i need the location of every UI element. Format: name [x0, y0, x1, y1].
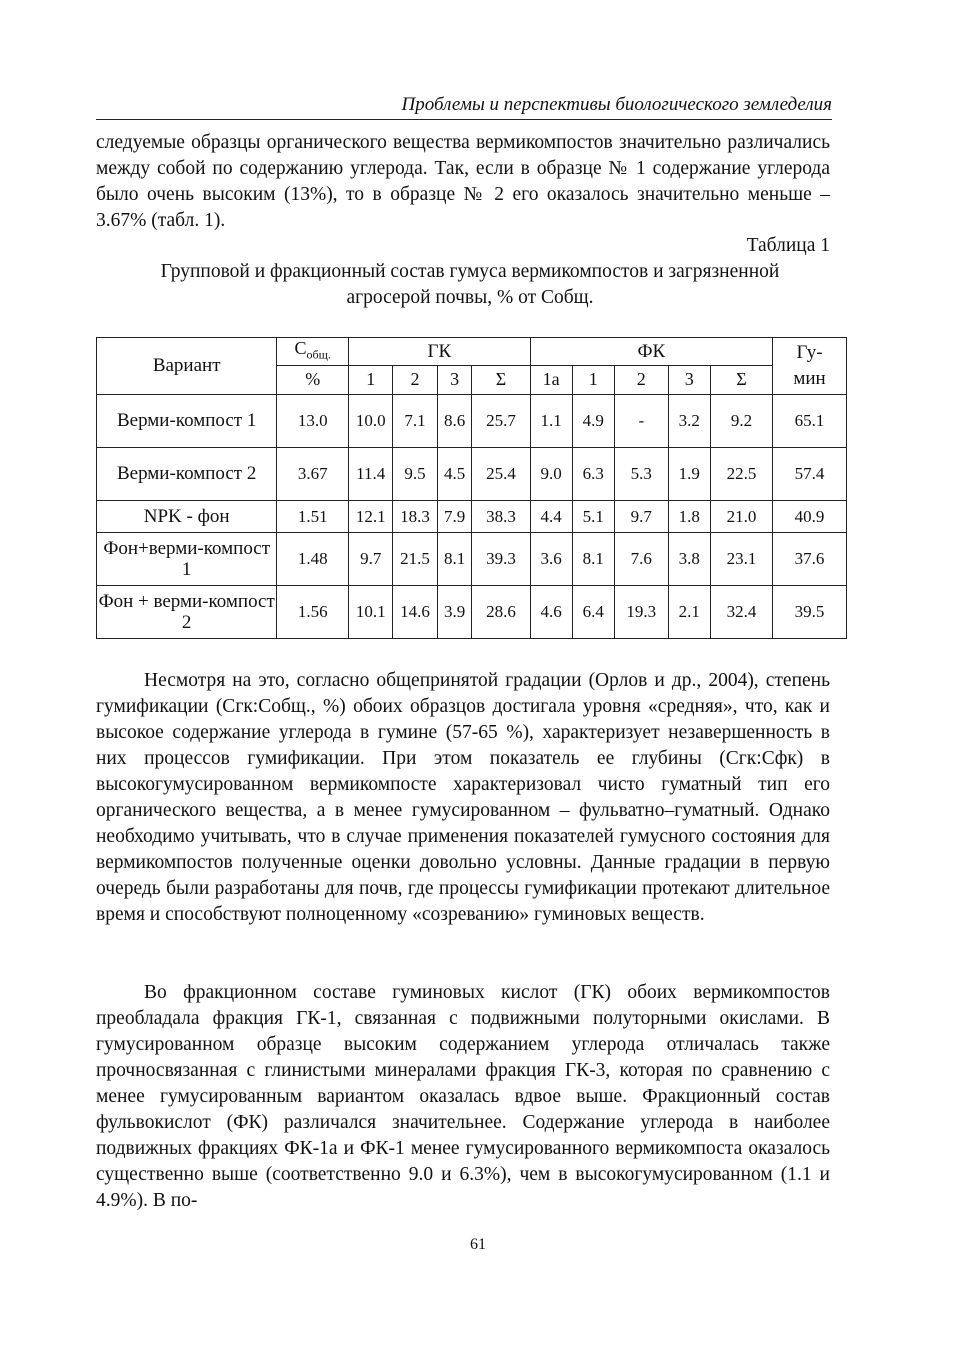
- cell-fk: 5.3: [614, 447, 668, 500]
- cell-fk: 3.2: [668, 394, 710, 447]
- cell-gk: 21.5: [393, 532, 437, 585]
- header-gk-col: Σ: [472, 365, 530, 394]
- cell-fk: 4.6: [530, 585, 572, 638]
- cell-gk: 4.5: [437, 447, 472, 500]
- cell-gk: 25.7: [472, 394, 530, 447]
- row-variant: NPK - фон: [97, 500, 277, 532]
- cell-c: 1.56: [277, 585, 349, 638]
- cell-fk: 1.9: [668, 447, 710, 500]
- table-row: [97, 585, 847, 638]
- header-fk-col: 1: [572, 365, 614, 394]
- cell-gk: 38.3: [472, 500, 530, 532]
- cell-c: 13.0: [277, 394, 349, 447]
- header-c-main: С: [294, 338, 307, 358]
- body-paragraph-3: Во фракционном составе гуминовых кислот (ГК) обоих вермикомпостов преобладала фракция ГК-1, связанная с подвижными полуторными окислами. В гумусированном образце высоким содержанием углерода отличалась также прочносвязанная с глинистыми минералами фракция ГК-3, которая по сравнению с менее гумусированным вариантом оказалась вдвое выше. Фракционный состав фульвокислот (ФК) различался значительнее. Содержание углерода в наиболее подвижных фракциях ФК-1а и ФК-1 менее гумусированного вермикомпоста оказалось существенно выше (соответственно 9.0 и 6.3%), чем в высокогумусированном (1.1 и 4.9%). В по-: [96, 982, 830, 1211]
- cell-fk: 21.0: [710, 500, 772, 532]
- cell-gk: 10.0: [349, 394, 393, 447]
- cell-gk: 11.4: [349, 447, 393, 500]
- cell-gk: 10.1: [349, 585, 393, 638]
- header-gumin: Гу- мин: [773, 338, 847, 395]
- cell-fk: 4.9: [572, 394, 614, 447]
- row-variant: Верми-компост 2: [97, 447, 277, 500]
- cell-gk: 8.6: [437, 394, 472, 447]
- cell-gk: 28.6: [472, 585, 530, 638]
- header-fk-col: Σ: [710, 365, 772, 394]
- cell-gk: 39.3: [472, 532, 530, 585]
- cell-fk: 32.4: [710, 585, 772, 638]
- table-row: [97, 394, 847, 447]
- header-variant: Вариант: [97, 338, 277, 395]
- cell-gumin: 39.5: [773, 585, 847, 638]
- cell-gk: 12.1: [349, 500, 393, 532]
- cell-fk: 19.3: [614, 585, 668, 638]
- page-number: 61: [470, 1236, 486, 1253]
- cell-fk: 8.1: [572, 532, 614, 585]
- cell-fk: 22.5: [710, 447, 772, 500]
- table-caption: Таблица 1: [746, 235, 830, 256]
- cell-c: 3.67: [277, 447, 349, 500]
- cell-gk: 3.9: [437, 585, 472, 638]
- header-gk-col: 3: [437, 365, 472, 394]
- body-paragraph-2: Несмотря на это, согласно общепринятой градации (Орлов и др., 2004), степень гумификации (Сгк:Собщ., %) обоих образцов достигала уровня «средняя», что, как и высокое содержание углерода в гумине (57-65 %), характеризует незавершенность в них процессов гумификации. При этом показатель ее глубины (Сгк:Сфк) в высокогумусированном вермикомпосте характеризовал чисто гуматный тип его органического вещества, а в менее гумусированном – фульватно–гуматный. Однако необходимо учитывать, что в случае применения показателей гумусного состояния для вермикомпостов полученные оценки довольно условны. Данные градации в первую очередь были разработаны для почв, где процессы гумификации протекают длительное время и способствуют полноценному «созреванию» гуминовых веществ.: [96, 670, 830, 925]
- header-fk-col: 2: [614, 365, 668, 394]
- table-row: [97, 500, 847, 532]
- header-fk-col: 3: [668, 365, 710, 394]
- cell-fk: 4.4: [530, 500, 572, 532]
- cell-gk: 9.5: [393, 447, 437, 500]
- running-header: Проблемы и перспективы биологического земледелия: [96, 92, 832, 120]
- cell-c: 1.48: [277, 532, 349, 585]
- cell-gk: 7.9: [437, 500, 472, 532]
- cell-fk: 9.2: [710, 394, 772, 447]
- cell-gk: 25.4: [472, 447, 530, 500]
- row-variant: Фон+верми-компост 1: [97, 532, 277, 585]
- cell-fk: 3.6: [530, 532, 572, 585]
- header-gk: ГК: [349, 338, 530, 366]
- humus-composition-table: [96, 337, 847, 639]
- cell-gk: 9.7: [349, 532, 393, 585]
- header-gk-col: 1: [349, 365, 393, 394]
- header-fk: ФК: [530, 338, 773, 366]
- cell-fk: 9.7: [614, 500, 668, 532]
- cell-fk: 9.0: [530, 447, 572, 500]
- cell-fk: 5.1: [572, 500, 614, 532]
- cell-gk: 8.1: [437, 532, 472, 585]
- cell-fk: 3.8: [668, 532, 710, 585]
- header-c-total: [277, 338, 349, 366]
- table-row: [97, 532, 847, 585]
- cell-fk: 6.3: [572, 447, 614, 500]
- header-fk-col: 1а: [530, 365, 572, 394]
- cell-gk: 18.3: [393, 500, 437, 532]
- header-c-sub: общ.: [306, 347, 331, 362]
- cell-gk: 7.1: [393, 394, 437, 447]
- cell-fk: 23.1: [710, 532, 772, 585]
- cell-fk: 1.1: [530, 394, 572, 447]
- cell-fk: 1.8: [668, 500, 710, 532]
- cell-fk: 7.6: [614, 532, 668, 585]
- cell-gumin: 57.4: [773, 447, 847, 500]
- cell-gk: 14.6: [393, 585, 437, 638]
- header-gk-col: 2: [393, 365, 437, 394]
- cell-fk: 6.4: [572, 585, 614, 638]
- cell-c: 1.51: [277, 500, 349, 532]
- row-variant: Верми-компост 1: [97, 394, 277, 447]
- row-variant: Фон + верми-компост 2: [97, 585, 277, 638]
- cell-fk: -: [614, 394, 668, 447]
- cell-gumin: 65.1: [773, 394, 847, 447]
- intro-paragraph: следуемые образцы органического вещества вермикомпостов значительно различались между собой по содержанию углерода. Так, если в образце № 1 содержание углерода было очень высоким (13%), то в образце № 2 его оказалось значительно меньше – 3.67% (табл. 1).: [96, 132, 830, 231]
- cell-gumin: 40.9: [773, 500, 847, 532]
- header-c-unit: %: [277, 365, 349, 394]
- table-row: [97, 447, 847, 500]
- cell-gumin: 37.6: [773, 532, 847, 585]
- cell-fk: 2.1: [668, 585, 710, 638]
- table-title: Групповой и фракционный состав гумуса вермикомпостов и загрязненной агросерой почвы, % от Собщ.: [160, 261, 780, 308]
